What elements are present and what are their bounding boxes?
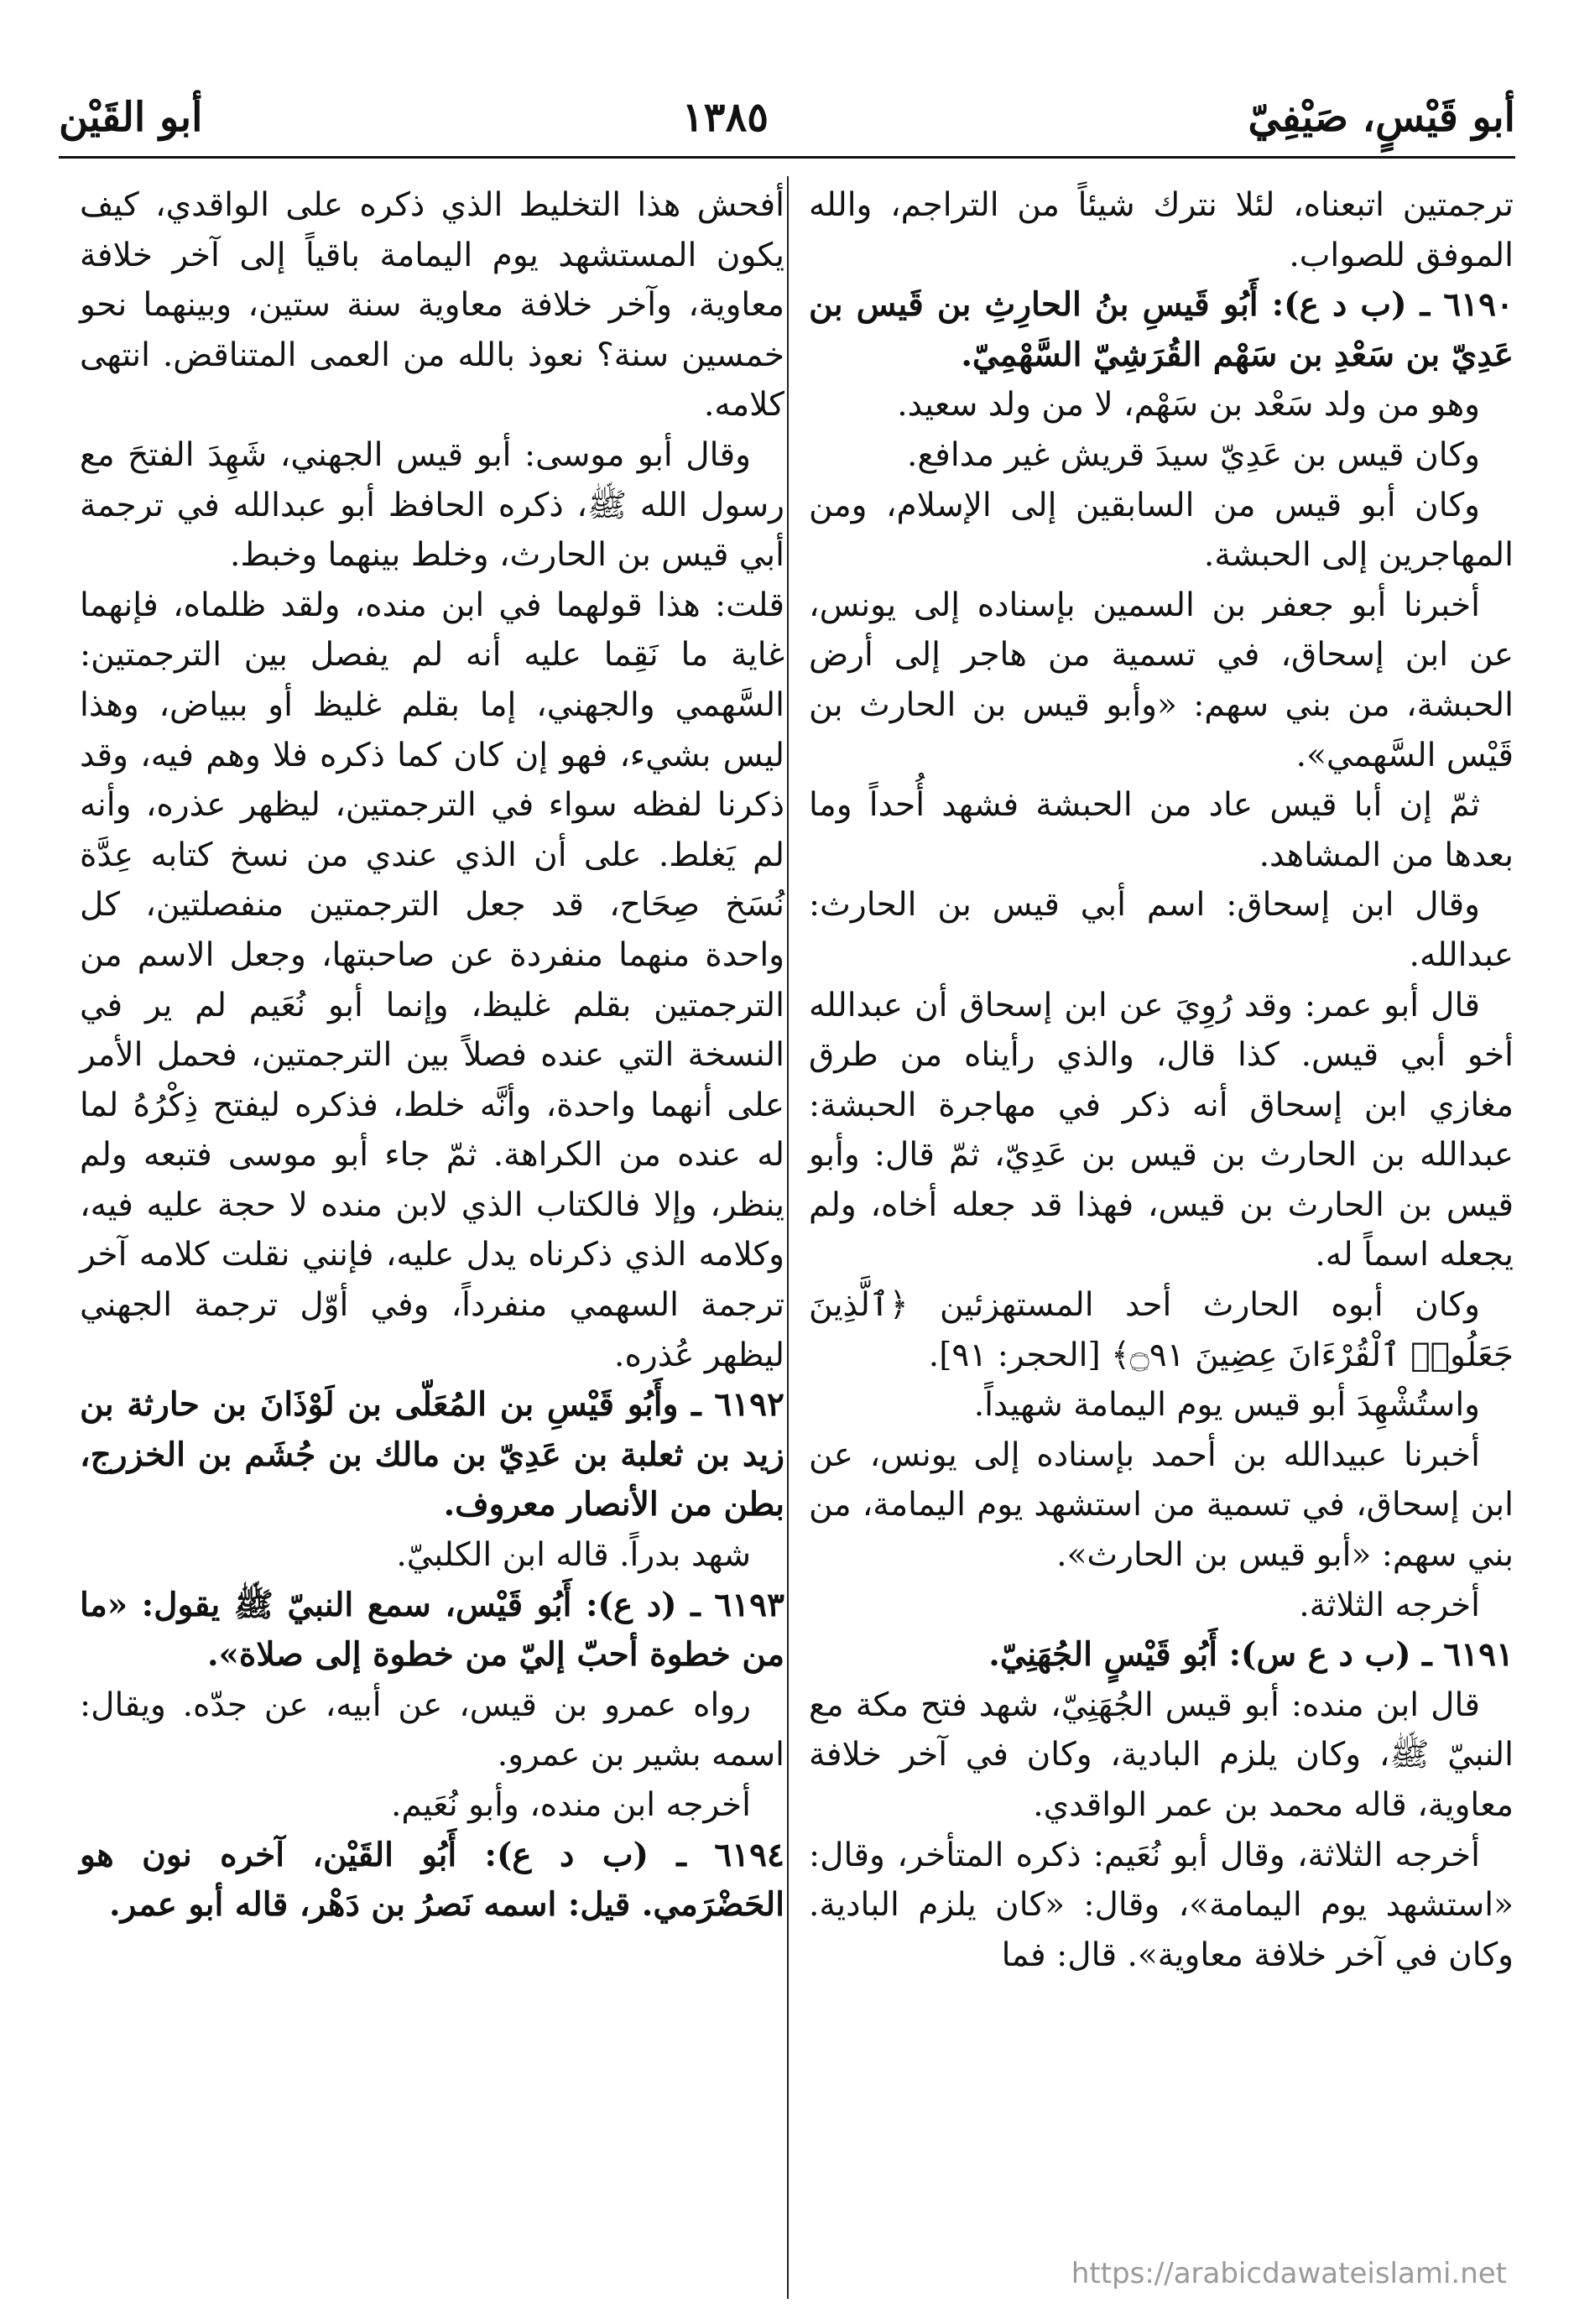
paragraph: شهد بدراً. قاله ابن الكلبيّ.: [396, 1536, 751, 1575]
paragraph: وهو من ولد سَعْد بن سَهْم، لا من ولد سعيد.: [897, 386, 1480, 425]
paragraph: واستُشْهِدَ أبو قيس يوم اليمامة شهيداً.: [973, 1386, 1480, 1425]
paragraph: أفحش هذا التخليط الذي ذكره على الواقدي، كيف يكون المستشهد يوم اليمامة باقياً إلى آخر خلافة معاوية، وآخر خلافة معاوية سنة ستين، وبينهما نحو خمسين سنة؟ نعوذ بالله من العمى المتناقض. انتهى كلامه.: [80, 186, 784, 425]
header-rule: [59, 156, 1515, 159]
running-title-left: أبو القَيْن: [59, 94, 203, 141]
watermark-url: https://arabicdawateislami.net: [1071, 2257, 1507, 2290]
paragraph: وكان أبو قيس من السابقين إلى الإسلام، ومن المهاجرين إلى الحبشة.: [809, 486, 1514, 575]
paragraph: وكان أبوه الحارث أحد المستهزئين ﴿ٱلَّذِينَ جَعَلُوا۟ ٱلْقُرْءَانَ عِضِينَ ۝٩١﴾ [الحجر: ٩١].: [809, 1286, 1514, 1374]
column-divider: [787, 176, 789, 2299]
paragraph: قال أبو عمر: وقد رُوِيَ عن ابن إسحاق أن عبدالله أخو أبي قيس. كذا قال، والذي رأيناه من طرق مغازي ابن إسحاق أنه ذكر في مهاجرة الحبشة: عبدالله بن الحارث بن قيس بن عَدِيّ، ثمّ قال: وأبو قيس بن الحارث بن قيس، فهذا قد جعله أخاه، ولم يجعله اسماً له.: [809, 986, 1514, 1274]
paragraph: وقال أبو موسى: أبو قيس الجهني، شَهِدَ الفتحَ مع رسول الله ﷺ، ذكره الحافظ أبو عبدالله في ترجمة أبي قيس بن الحارث، وخلط بينهما وخبط.: [80, 435, 784, 575]
entry-6190-heading: ٦١٩٠ ـ (ب د ع): أَبُو قَيسِ بنُ الحارِثِ بن قَيس بن عَدِيّ بن سَعْدِ بن سَهْم القُرَشِيّ السَّهْمِيّ.: [809, 285, 1514, 374]
paragraph: ثمّ إن أبا قيس عاد من الحبشة فشهد أُحداً وما بعدها من المشاهد.: [809, 786, 1514, 874]
paragraph: أخرجه الثلاثة.: [1299, 1586, 1480, 1624]
entry-6191-heading: ٦١٩١ ـ (ب د ع س): أَبُو قَيْسٍ الجُهَنِيّ.: [988, 1635, 1514, 1675]
paragraph: أخرجه الثلاثة، وقال أبو نُعَيم: ذكره المتأخر، وقال: «استشهد يوم اليمامة»، وقال: «كان يلزم البادية. وكان في آخر خلافة معاوية». قال: فما: [809, 1836, 1514, 1974]
paragraph: رواه عمرو بن قيس، عن أبيه، عن جدّه. ويقال: اسمه بشير بن عمرو.: [80, 1686, 784, 1774]
paragraph: ترجمتين اتبعناه، لئلا نترك شيئاً من التراجم، والله الموفق للصواب.: [809, 186, 1514, 274]
page-number: ١٣٨٥: [681, 94, 769, 141]
paragraph: قلت: هذا قولهما في ابن منده، ولقد ظلماه، فإنهما غاية ما نَقِما عليه أنه لم يفصل بين الترجمتين: السَّهمي والجهني، إما بقلم غليظ أو ببياض، وهذا ليس بشيء، فهو إن كان كما ذكره فلا وهم فيه، وقد ذكرنا لفظه سواء في الترجمتين، ليظهر عذره، وأنه لم يَغلط. على أن الذي عندي من نسخ كتابه عِدَّة نُسَخ صِحَاح، قد جعل الترجمتين منفصلتين، كل واحدة منهما منفردة عن صاحبتها، وجعل الاسم من الترجمتين بقلم غليظ، وإنما أبو نُعَيم لم ير في النسخة التي عنده فصلاً بين الترجمتين، فحمل الأمر على أنهما واحدة، وأنَّه خلط، فذكره ليفتح ذِكْرُهُ لما له عنده من الكراهة. ثمّ جاء أبو موسى فتبعه ولم ينظر، وإلا فالكتاب الذي لابن منده لا حجة عليه فيه، وكلامه الذي ذكرناه يدل عليه، فإنني نقلت كلامه آخر ترجمة السهمي منفرداً، وفي أوّل ترجمة الجهني ليظهر عُذره.: [80, 586, 784, 1374]
entry-6193-heading: ٦١٩٣ ـ (د ع): أَبُو قَيْس، سمع النبيّ ﷺ يقول: «ما من خطوة أحبّ إليّ من خطوة إلى صلاة».: [80, 1585, 784, 1675]
entry-6194-heading: ٦١٩٤ ـ (ب د ع): أَبُو القَيْن، آخره نون هو الحَضْرَمي. قيل: اسمه نَصرُ بن دَهْر، قاله أبو عمر.: [80, 1835, 784, 1925]
page-header: [59, 84, 1515, 151]
paragraph: أخبرنا أبو جعفر بن السمين بإسناده إلى يونس، عن ابن إسحاق، في تسمية من هاجر إلى أرض الحبشة، من بني سهم: «وأبو قيس بن الحارث بن قَيْس السَّهمي».: [809, 586, 1514, 774]
paragraph: أخبرنا عبيدالله بن أحمد بإسناده إلى يونس، عن ابن إسحاق، في تسمية من استشهد يوم اليمامة، من بني سهم: «أبو قيس بن الحارث».: [809, 1436, 1514, 1575]
paragraph: وقال ابن إسحاق: اسم أبي قيس بن الحارث: عبدالله.: [809, 886, 1514, 974]
paragraph: أخرجه ابن منده، وأبو نُعَيم.: [390, 1786, 751, 1824]
right-column: [809, 180, 1514, 1980]
paragraph: قال ابن منده: أبو قيس الجُهَنِيّ، شهد فتح مكة مع النبيّ ﷺ، وكان يلزم البادية، وكان في آخر خلافة معاوية، قاله محمد بن عمر الواقدي.: [809, 1686, 1514, 1824]
paragraph: وكان قيس بن عَدِيّ سيدَ قريش غير مدافع.: [907, 435, 1480, 474]
running-title-right: أبو قَيْسٍ، صَيْفِيّ: [1248, 94, 1515, 141]
left-column: [80, 180, 784, 1931]
entry-6192-heading: ٦١٩٢ ـ وأَبُو قَيْسِ بن المُعَلّى بن لَوْذَانَ بن حارثة بن زيد بن ثعلبة بن عَدِيّ بن مالك بن جُشَم بن الخزرج، بطن من الأنصار معروف.: [80, 1385, 784, 1524]
